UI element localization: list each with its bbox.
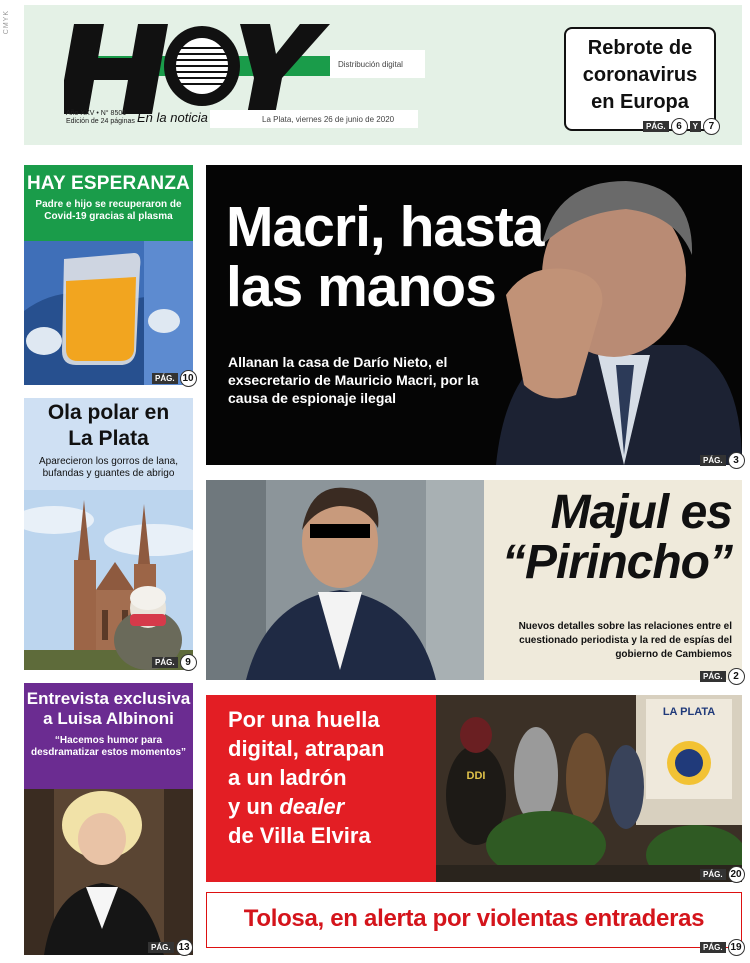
macri-headline (226, 197, 543, 317)
pag-label: PÁG. (643, 121, 669, 132)
huella-line1: Por una huella (228, 707, 380, 732)
edition-info (66, 110, 135, 126)
date-strip (210, 110, 418, 128)
page-number: 9 (180, 654, 197, 671)
majul-photo (206, 480, 484, 680)
entrevista-page-ref (148, 939, 193, 956)
cathedral-photo (24, 490, 193, 670)
macri-headline-line1: Macri, hasta (226, 195, 544, 259)
edition-pages: Edición de 24 páginas (66, 118, 135, 125)
huella-line4-pre: y un (228, 794, 274, 819)
luisa-albinoni-photo (24, 789, 193, 955)
rebrote-line1: Rebrote de (587, 37, 693, 59)
rebrote-line3: en Europa (591, 91, 689, 113)
pag-label: PÁG. (700, 671, 726, 682)
esperanza-story[interactable] (24, 165, 193, 385)
rebrote-teaser[interactable] (564, 27, 716, 131)
majul-story[interactable] (206, 480, 742, 685)
huella-headline (228, 705, 384, 850)
pag-label: PÁG. (152, 373, 178, 384)
majul-headline-line1: Majul es (550, 486, 732, 539)
entrevista-title: Entrevista exclusiva a Luisa Albinoni (26, 689, 191, 728)
rebrote-line2: coronavirus (582, 64, 698, 86)
esperanza-page-ref (152, 370, 197, 387)
majul-text-panel (484, 480, 742, 680)
pag-label: PÁG. (700, 455, 726, 466)
macri-summary: Allanan la casa de Darío Nieto, el exsecretario de Mauricio Macri, por la causa de espionaje ilegal (228, 354, 479, 406)
esperanza-header (24, 165, 193, 241)
huella-line3: a un ladrón (228, 765, 347, 790)
ola-subtitle: Aparecieron los gorros de lana, bufandas y guantes de abrigo (39, 456, 178, 479)
date-line: La Plata, viernes 26 de junio de 2020 (262, 114, 395, 124)
page-number: 10 (180, 370, 197, 387)
entrevista-header (24, 683, 193, 789)
distribution-strip (330, 50, 425, 78)
tolosa-headline: Tolosa, en alerta por violentas entraderas (243, 905, 705, 932)
page-number: 20 (728, 866, 745, 883)
page-and: Y (690, 121, 701, 132)
majul-page-ref (700, 668, 745, 685)
pag-label: PÁG. (152, 657, 178, 668)
page-number: 7 (703, 118, 720, 135)
ola-polar-story[interactable] (24, 398, 193, 670)
macri-page-ref (700, 452, 745, 469)
page-number: 13 (176, 939, 193, 956)
majul-headline-line2: “Pirincho” (501, 536, 732, 589)
cmyk-registration-mark: CMYK (3, 10, 10, 35)
page-number: 6 (671, 118, 688, 135)
rebrote-page-ref (643, 118, 720, 135)
arrest-photo (436, 695, 742, 882)
tagline: En la noticia (137, 110, 208, 125)
pag-label: PÁG. (148, 942, 174, 953)
page-number: 19 (728, 939, 745, 956)
pag-label: PÁG. (700, 869, 726, 880)
la-plata-sign-text: LA PLATA (662, 706, 716, 718)
pag-label: PÁG. (700, 942, 726, 953)
huella-line5: de Villa Elvira (228, 823, 371, 848)
macri-headline-line2: las manos (226, 255, 496, 319)
esperanza-title: HAY ESPERANZA (26, 173, 191, 194)
majul-summary: Nuevos detalles sobre las relaciones entre el cuestionado periodista y la red de espías del gobierno de Cambiemos (518, 621, 732, 660)
tolosa-story[interactable] (206, 892, 742, 948)
tolosa-page-ref (700, 939, 745, 956)
ola-page-ref (152, 654, 197, 671)
entrevista-quote: “Hacemos humor para desdramatizar estos momentos” (30, 735, 187, 758)
huella-line2: digital, atrapan (228, 736, 385, 761)
plasma-bag-photo (24, 241, 193, 385)
ola-title: Ola polar en La Plata (47, 401, 170, 450)
macri-lead-story[interactable] (206, 165, 742, 465)
page-number: 2 (728, 668, 745, 685)
huella-line4 (228, 792, 384, 821)
huella-page-ref (700, 866, 745, 883)
edition-number: Año XXV • N° 8501 (66, 110, 127, 117)
huella-line4-em: dealer (279, 794, 345, 819)
esperanza-subtitle: Padre e hijo se recuperaron de Covid-19 gracias al plasma (35, 199, 182, 222)
entrevista-story[interactable] (24, 683, 193, 955)
ddi-vest-text: DDI (466, 770, 486, 782)
distribution-label: Distribución digital (338, 59, 403, 69)
huella-story[interactable] (206, 695, 742, 882)
page-number: 3 (728, 452, 745, 469)
majul-headline (502, 488, 732, 588)
